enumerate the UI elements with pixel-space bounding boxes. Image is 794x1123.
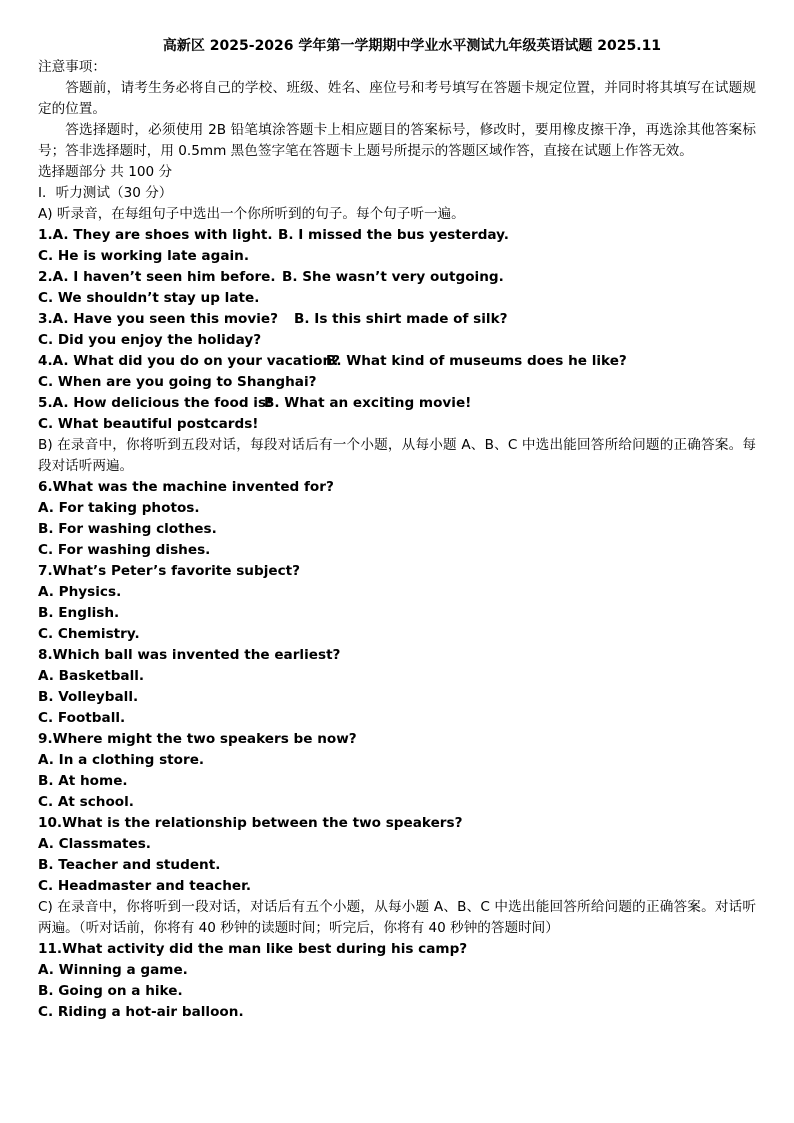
option-b: B. What kind of museums does he like? [326, 353, 627, 369]
option-a: 1.A. They are shoes with light. [38, 227, 273, 243]
option-a: 4.A. What did you do on your vacation? [38, 353, 341, 369]
exam-page [38, 36, 756, 1023]
option-b: B. Volleyball. [38, 689, 139, 705]
option-b: B. I missed the bus yesterday. [278, 227, 509, 243]
section-a-instruction: A) 听录音，在每组句子中选出一个你所听到的句子。每个句子听一遍。 [38, 206, 465, 222]
question-stem: 10.What is the relationship between the two speakers? [38, 815, 463, 831]
option-c: C. We shouldn’t stay up late. [38, 290, 260, 306]
option-c: C. Riding a hot-air balloon. [38, 1004, 244, 1020]
option-b: B. Going on a hike. [38, 983, 183, 999]
option-a: 5.A. How delicious the food is! [38, 395, 273, 411]
section-b-instruction: B) 在录音中，你将听到五段对话，每段对话后有一个小题，从每小题 A、B、C 中选出能回答所给问题的正确答案。每段对话听两遍。 [38, 437, 756, 474]
option-a: A. Classmates. [38, 836, 151, 852]
option-a: A. In a clothing store. [38, 752, 205, 768]
question-stem: 9.Where might the two speakers be now? [38, 731, 357, 747]
option-c: C. He is working late again. [38, 248, 249, 264]
option-b: B. Is this shirt made of silk? [294, 311, 508, 327]
option-c: C. Headmaster and teacher. [38, 878, 252, 894]
question-stem: 8.Which ball was invented the earliest? [38, 647, 341, 663]
option-b: B. For washing clothes. [38, 521, 217, 537]
option-b: B. What an exciting movie! [264, 395, 472, 411]
option-c: C. What beautiful postcards! [38, 416, 259, 432]
question-row [38, 267, 756, 288]
part-heading: Ⅰ．听力测试（30 分） [38, 185, 173, 201]
option-a: A. For taking photos. [38, 500, 200, 516]
notice-label: 注意事项： [38, 59, 106, 75]
option-c: C. Did you enjoy the holiday? [38, 332, 262, 348]
option-b: B. English. [38, 605, 120, 621]
option-c: C. Football. [38, 710, 126, 726]
question-row [38, 225, 756, 246]
question-row [38, 393, 756, 414]
option-a: A. Winning a game. [38, 962, 188, 978]
notice-paragraph-1: 答题前，请考生务必将自己的学校、班级、姓名、座位号和考号填写在答题卡规定位置，并同时将其填写在试题规定的位置。 [38, 80, 756, 117]
option-a: 3.A. Have you seen this movie? [38, 311, 278, 327]
question-row [38, 309, 756, 330]
section-c-instruction: C) 在录音中，你将听到一段对话，对话后有五个小题，从每小题 A、B、C 中选出能回答所给问题的正确答案。对话听两遍。（听对话前，你将有 40 秒钟的读题时间；听完后，你将有 40 秒钟的答题时间） [38, 899, 756, 936]
option-b: B. She wasn’t very outgoing. [282, 269, 504, 285]
exam-title: 高新区 2025-2026 学年第一学期期中学业水平测试九年级英语试题 2025.11 [162, 38, 662, 54]
question-stem: 6.What was the machine invented for? [38, 479, 334, 495]
option-c: C. When are you going to Shanghai? [38, 374, 317, 390]
option-b: B. Teacher and student. [38, 857, 221, 873]
section-total: 选择题部分 共 100 分 [38, 164, 173, 180]
option-a: A. Physics. [38, 584, 122, 600]
option-a: 2.A. I haven’t seen him before. [38, 269, 276, 285]
option-b: B. At home. [38, 773, 128, 789]
option-a: A. Basketball. [38, 668, 145, 684]
notice-paragraph-2: 答选择题时，必须使用 2B 铅笔填涂答题卡上相应题目的答案标号，修改时，要用橡皮擦干净，再选涂其他答案标号；答非选择题时，用 0.5mm 黑色签字笔在答题卡上题号所提示的答题区域作答，直接在试题上作答无效。 [38, 122, 756, 159]
question-stem: 11.What activity did the man like best during his camp? [38, 941, 468, 957]
question-row [38, 351, 756, 372]
question-stem: 7.What’s Peter’s favorite subject? [38, 563, 301, 579]
option-c: C. Chemistry. [38, 626, 140, 642]
option-c: C. At school. [38, 794, 134, 810]
option-c: C. For washing dishes. [38, 542, 211, 558]
